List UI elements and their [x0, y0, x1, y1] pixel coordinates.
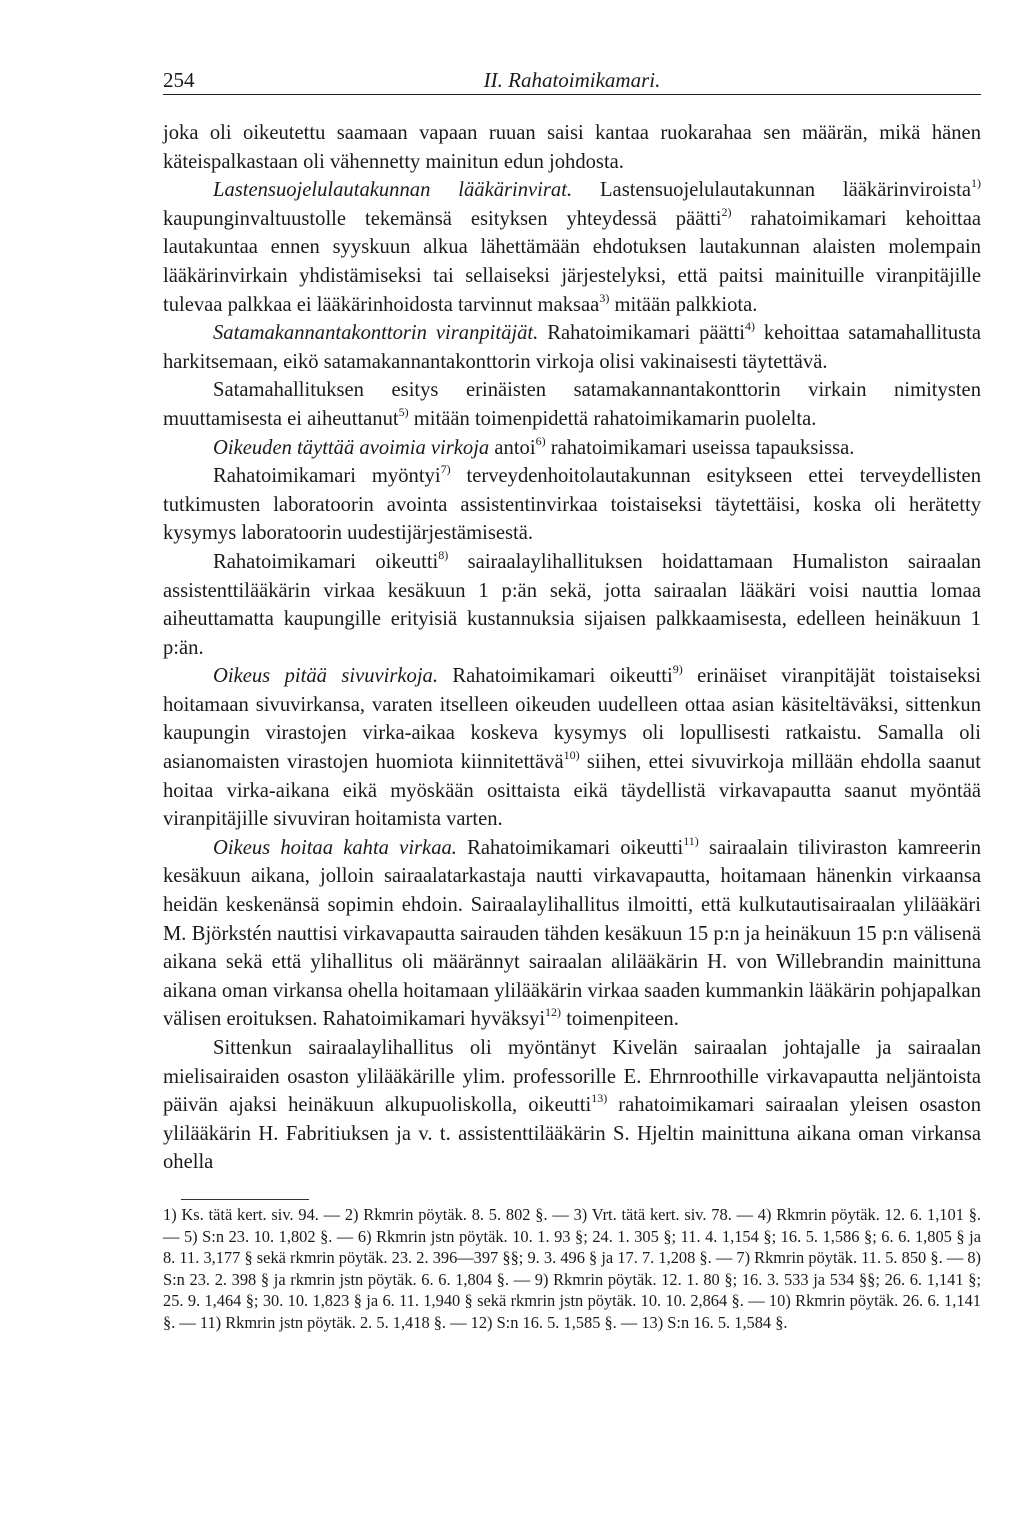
paragraph-text: Lastensuojelulautakunnan lääkärinviroista	[572, 179, 971, 202]
paragraph	[163, 662, 981, 834]
paragraph	[163, 548, 981, 662]
paragraph-text: terveydenhoitolautakunnan esitykseen ettei terveydellisten tutkimusten laboratoorin avointa assistentinvirkaa toistaiseksi täytettäisi, koska oli herätetty kysymys laboratoorin uudestijärjestämisestä.	[163, 465, 981, 545]
paragraph-text: siihen, ettei sivuvirkoja millään ehdolla saanut hoitaa virka-aikana eikä myöskään osittaista eikä täydellistä virkavapautta saanut myöntää viranpitäjille sivuviran hoitamista varten.	[163, 751, 982, 831]
paragraph-text: Rahatoimikamari oikeutti	[456, 836, 684, 859]
paragraph-text: antoi	[489, 436, 536, 459]
section-heading: Lastensuojelulautakunnan lääkärinvirat.	[213, 179, 573, 202]
paragraph-text: erinäiset viranpitäjät toistaiseksi hoitamaan sivuvirkansa, varaten itselleen oikeuden uudelleen ottaa asian käsiteltäväksi, sittenkun kaupungin virastojen virka-aikaa koskeva kysymys oli lopullisesti ratkaistu. Samalla oli asianomaisten virastojen huomiota kiinnitettävä	[163, 665, 981, 774]
footnote-ref[interactable]: 1)	[971, 176, 981, 191]
footnote-ref[interactable]: 7)	[440, 462, 451, 477]
paragraph	[163, 376, 981, 433]
paragraph-text: mitään palkkiota.	[609, 293, 758, 316]
body-text	[163, 119, 981, 1177]
document-page	[163, 60, 981, 1334]
header-rule	[163, 94, 981, 95]
section-heading: Oikeuden täyttää avoimia virkoja	[213, 436, 490, 459]
paragraph	[163, 119, 981, 176]
paragraph	[163, 834, 981, 1034]
paragraph-text: rahatoimikamari useissa tapauksissa.	[545, 436, 855, 459]
footnote-ref[interactable]: 6)	[535, 433, 546, 448]
paragraph-text: Satamahallituksen esitys erinäisten satamakannantakonttorin virkain nimitysten muuttamisesta ei aiheuttanut	[163, 379, 981, 430]
footnote-ref[interactable]: 4)	[744, 319, 755, 334]
paragraph	[163, 434, 981, 463]
paragraph	[163, 176, 981, 319]
paragraph-text: Rahatoimikamari oikeutti	[438, 665, 673, 688]
paragraph-text: sairaalain tiliviraston kamreerin kesäkuun aikana, jolloin sairaalatarkastaja nautti virkavapautta, hoitamaan hänenkin virkaansa heidän keskenänsä sopimin ehdoin. Sairaalaylihallitus ilmoitti, että kulkutautisairaalan ylilääkäri M. Björkstén nauttisi virkavapautta sairauden tähden kesäkuun 15 p:n ja heinäkuun 15 p:n välisenä aikana sekä että ylihallitus oli määrännyt sairaalan alilääkärin H. von Willebrandin mainittuna aikana oman virkansa ohella hoitamaan ylilääkärin virkaa saaden kummankin lääkärin pohjapalkan välisen eroituksen. Rahatoimikamari hyväksyi	[163, 836, 982, 1031]
paragraph	[163, 319, 981, 376]
footnote-ref[interactable]: 11)	[683, 833, 699, 848]
paragraph-text: Rahatoimikamari oikeutti	[213, 550, 439, 573]
footnote-ref[interactable]: 3)	[599, 290, 610, 305]
paragraph-text: Rahatoimikamari myöntyi	[213, 465, 441, 488]
paragraph	[163, 1034, 981, 1177]
paragraph-text: Sittenkun sairaalaylihallitus oli myöntänyt Kivelän sairaalan johtajalle ja sairaalan mielisairaiden osaston ylilääkärille ylim. professorille E. Ehrnroothille virkavapautta neljäntoista päivän ajaksi heinäkuun alkupuoliskolla, oikeutti	[163, 1037, 981, 1117]
footnote-ref[interactable]: 8)	[438, 547, 449, 562]
footnote-divider	[181, 1199, 309, 1200]
footnote-ref[interactable]: 12)	[545, 1005, 562, 1020]
page-header	[163, 60, 981, 94]
page-number: 254	[163, 68, 195, 92]
paragraph-text: rahatoimikamari kehoittaa lautakuntaa ennen syyskuun alkua lähettämään ehdotuksen lautakunnan alaisten molempain lääkärinvirkain yhdistämiseksi tai sellaiseksi järjestelyksi, että paitsi mainituille viranpitäjille tulevaa palkkaa ei lääkärinhoidosta tarvinnut maksaa	[163, 207, 981, 316]
paragraph-text: rahatoimikamari sairaalan yleisen osaston ylilääkärin H. Fabritiuksen ja v. t. assistenttilääkärin S. Hjeltin mainittuna aikana oman virkansa ohella	[163, 1094, 981, 1174]
footnote-ref[interactable]: 2)	[721, 204, 732, 219]
footnote-ref[interactable]: 13)	[591, 1091, 608, 1106]
footnote-text: 1) Ks. tätä kert. siv. 94. — 2) Rkmrin pöytäk. 8. 5. 802 §. — 3) Vrt. tätä kert. siv. 78. — 4) Rkmrin pöytäk. 12. 6. 1,101 §. — 5) S:n 23. 10. 1,802 §. — 6) Rkmrin jstn pöytäk. 10. 1. 93 §; 24. 1. 305 §; 11. 4. 1,154 §; 16. 5. 1,586 §; 6. 6. 1,805 § ja 8. 11. 3,177 § sekä rkmrin pöytäk. 23. 2. 396—397 §§; 9. 3. 496 § ja 17. 7. 1,208 §. — 7) Rkmrin pöytäk. 11. 5. 850 §. — 8) S:n 23. 2. 398 § ja rkmrin jstn pöytäk. 6. 6. 1,804 §. — 9) Rkmrin pöytäk. 12. 1. 80 §; 16. 3. 533 ja 534 §§; 26. 6. 1,141 §; 25. 9. 1,464 §; 30. 10. 1,823 § ja 6. 11. 1,940 § sekä rkmrin jstn pöytäk. 10. 10. 2,864 §. — 10) Rkmrin pöytäk. 26. 6. 1,141 §. — 11) Rkmrin jstn pöytäk. 2. 5. 1,418 §. — 12) S:n 16. 5. 1,585 §. — 13) S:n 16. 5. 1,584 §.	[163, 1204, 981, 1332]
paragraph-text: sairaalaylihallituksen hoidattamaan Humaliston sairaalan assistenttilääkärin virkaa kesäkuun 1 p:än sekä, jotta sairaalan lääkäri voisi nauttia lomaa aiheuttamatta kaupungille erityisiä kustannuksia sijaisen palkkaamisesta, edelleen heinäkuun 1 p:än.	[163, 550, 981, 659]
paragraph-text: joka oli oikeutettu saamaan vapaan ruuan saisi kantaa ruokarahaa sen määrän, mikä hänen käteispalkastaan oli vähennetty mainitun edun johdosta.	[163, 122, 981, 173]
paragraph-text: mitään toimenpidettä rahatoimikamarin puolelta.	[408, 407, 817, 430]
footnote-ref[interactable]: 5)	[398, 404, 409, 419]
section-heading: Satamakannantakonttorin viranpitäjät.	[213, 322, 539, 345]
paragraph-text: Rahatoimikamari päätti	[538, 322, 745, 345]
running-title: II. Rahatoimikamari.	[483, 68, 661, 92]
footnotes	[163, 1204, 981, 1334]
paragraph-text: kehoittaa satamahallitusta harkitsemaan, eikö satamakannantakonttorin virkoja olisi vakinaisesti täytettävä.	[163, 322, 982, 373]
paragraph-text: kaupunginvaltuustolle tekemänsä esityksen yhteydessä päätti	[163, 207, 722, 230]
section-heading: Oikeus pitää sivuvirkoja.	[213, 665, 438, 688]
footnote-ref[interactable]: 9)	[672, 662, 683, 677]
paragraph-text: toimenpiteen.	[561, 1008, 679, 1031]
paragraph	[163, 462, 981, 548]
footnote-ref[interactable]: 10)	[563, 748, 580, 763]
section-heading: Oikeus hoitaa kahta virkaa.	[213, 836, 457, 859]
